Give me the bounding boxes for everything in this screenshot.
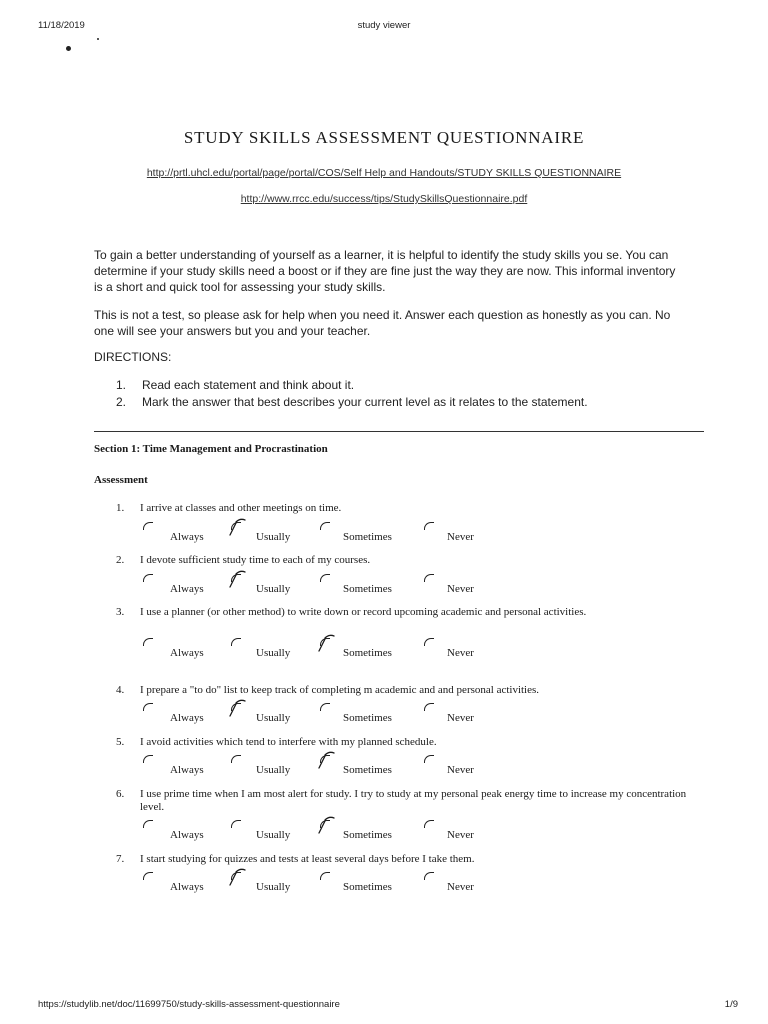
answer-label-never: Never [447, 712, 474, 724]
question-text: I start studying for quizzes and tests at least several days before I take them. [140, 853, 475, 865]
answer-label-sometimes: Sometimes [343, 531, 392, 543]
answer-radio-sometimes[interactable] [320, 574, 330, 582]
answer-label-always: Always [170, 647, 204, 659]
answer-radio-always[interactable] [143, 703, 153, 711]
answer-label-sometimes: Sometimes [343, 881, 392, 893]
answer-radio-never[interactable] [424, 574, 434, 582]
answer-label-usually: Usually [256, 764, 291, 776]
question-number: 1. [116, 502, 125, 514]
print-header [0, 20, 768, 34]
answer-label-never: Never [447, 881, 474, 893]
direction-item [116, 394, 676, 411]
answer-radio-usually[interactable] [231, 755, 241, 763]
print-title: study viewer [357, 20, 411, 31]
intro-paragraph: To gain a better understanding of yourself as a learner, it is helpful to identify the study skills you se. You can determine if your study skills need a boost or if they are fine just the way they are now. This informal inventory is a short and quick tool for assessing your study skills. [94, 248, 676, 294]
answer-label-usually: Usually [256, 583, 291, 595]
answer-label-always: Always [170, 531, 204, 543]
answer-label-always: Always [170, 829, 204, 841]
question-number: 2. [116, 554, 125, 566]
scan-speck [66, 46, 71, 51]
answer-label-never: Never [447, 583, 474, 595]
assessment-label: Assessment [94, 474, 148, 486]
scan-speck [97, 38, 99, 40]
question-number: 4. [116, 684, 125, 696]
answer-radio-always[interactable] [143, 820, 153, 828]
answer-label-always: Always [170, 583, 204, 595]
answer-radio-usually[interactable] [231, 638, 241, 646]
answer-label-usually: Usually [256, 829, 291, 841]
question-text: I use prime time when I am most alert for study. I try to study at my personal peak energy time to increase my concentration level. [140, 788, 687, 813]
answer-label-usually: Usually [256, 647, 291, 659]
answer-radio-sometimes[interactable] [320, 703, 330, 711]
answer-label-always: Always [170, 881, 204, 893]
direction-text: Read each statement and think about it. [142, 378, 355, 392]
answer-label-usually: Usually [256, 881, 291, 893]
hand-check-mark-icon [227, 867, 249, 887]
answer-radio-never[interactable] [424, 755, 434, 763]
question-number: 3. [116, 606, 125, 618]
hand-check-mark-icon [227, 517, 249, 537]
direction-item [116, 377, 676, 394]
document-title: STUDY SKILLS ASSESSMENT QUESTIONNAIRE [183, 128, 585, 147]
answer-radio-always[interactable] [143, 638, 153, 646]
answer-radio-never[interactable] [424, 820, 434, 828]
page-number: 1/9 [724, 999, 738, 1010]
direction-text: Mark the answer that best describes your current level as it relates to the statement. [142, 395, 588, 409]
answer-label-sometimes: Sometimes [343, 647, 392, 659]
answer-label-usually: Usually [256, 531, 291, 543]
answer-label-never: Never [447, 764, 474, 776]
section-divider [94, 431, 704, 432]
intro-paragraph: This is not a test, so please ask for help when you need it. Answer each question as honestly as you can. No one will see your answers but you and your teacher. [94, 308, 671, 338]
answer-label-always: Always [170, 712, 204, 724]
answer-radio-sometimes[interactable] [320, 522, 330, 530]
answer-radio-always[interactable] [143, 522, 153, 530]
answer-label-never: Never [447, 647, 474, 659]
source-link-rrcc[interactable]: http://www.rrcc.edu/success/tips/StudySkillsQuestionnaire.pdf [240, 193, 528, 205]
hand-check-mark-icon [227, 569, 249, 589]
answer-label-sometimes: Sometimes [343, 829, 392, 841]
answer-radio-never[interactable] [424, 872, 434, 880]
answer-radio-never[interactable] [424, 522, 434, 530]
direction-number: 1. [116, 378, 127, 392]
hand-check-mark-icon [227, 698, 249, 718]
answer-radio-never[interactable] [424, 638, 434, 646]
print-date: 11/18/2019 [38, 20, 85, 31]
question-text: I arrive at classes and other meetings on time. [140, 502, 342, 514]
question-number: 7. [116, 853, 125, 865]
question-text: I prepare a "to do" list to keep track of completing m academic and and personal activities. [140, 684, 540, 696]
answer-label-usually: Usually [256, 712, 291, 724]
hand-check-mark-icon [316, 750, 338, 770]
question-number: 6. [116, 788, 125, 800]
answer-radio-always[interactable] [143, 574, 153, 582]
question-number: 5. [116, 736, 125, 748]
hand-check-mark-icon [316, 633, 338, 653]
question-text: I avoid activities which tend to interfere with my planned schedule. [140, 736, 437, 748]
answer-radio-usually[interactable] [231, 820, 241, 828]
print-footer [0, 999, 768, 1013]
direction-number: 2. [116, 395, 127, 409]
answer-label-sometimes: Sometimes [343, 583, 392, 595]
answer-radio-sometimes[interactable] [320, 872, 330, 880]
hand-check-mark-icon [316, 815, 338, 835]
answer-label-sometimes: Sometimes [343, 764, 392, 776]
directions-list [116, 377, 676, 411]
answer-label-never: Never [447, 531, 474, 543]
source-link-uhcl[interactable]: http://prtl.uhcl.edu/portal/page/portal/COS/Self Help and Handouts/STUDY SKILLS QUESTIONNAIRE [146, 167, 622, 179]
print-url: https://studylib.net/doc/11699750/study-skills-assessment-questionnaire [38, 999, 340, 1010]
directions-label: DIRECTIONS: [94, 350, 172, 364]
answer-radio-never[interactable] [424, 703, 434, 711]
answer-label-always: Always [170, 764, 204, 776]
question-text: I devote sufficient study time to each of my courses. [140, 554, 371, 566]
section-title: Section 1: Time Management and Procrastination [94, 443, 328, 455]
question-text: I use a planner (or other method) to write down or record upcoming academic and personal activities. [140, 606, 587, 618]
answer-label-sometimes: Sometimes [343, 712, 392, 724]
answer-radio-always[interactable] [143, 755, 153, 763]
answer-label-never: Never [447, 829, 474, 841]
answer-radio-always[interactable] [143, 872, 153, 880]
